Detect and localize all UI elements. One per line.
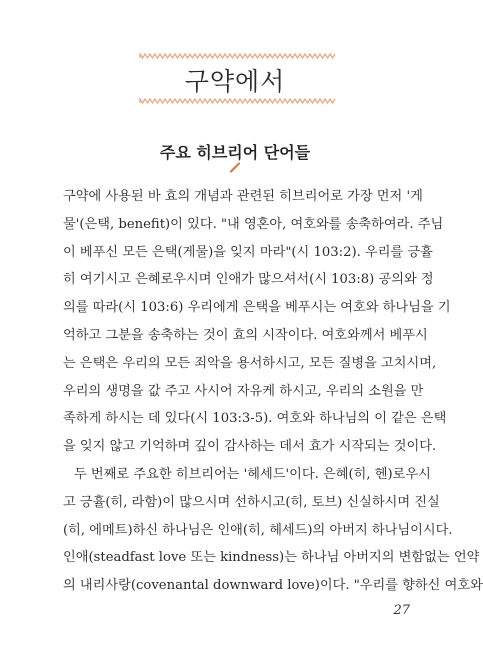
body-line: (히, 에메트)하신 하나님은 인애(히, 헤세드)의 아버지 하나님이시다. xyxy=(63,522,453,538)
body-line: 억하고 그분을 송축하는 것이 효의 시작이다. 여호와께서 베푸시 xyxy=(63,327,428,343)
body-line: 두 번째로 주요한 히브리어는 '헤세드'이다. 은혜(히, 헨)로우시 xyxy=(74,466,431,482)
body-line: 고 긍휼(히, 라함)이 많으시며 선하시고(히, 토브) 신실하시며 진실 xyxy=(63,494,440,510)
body-line: 구약에 사용된 바 효의 개념과 관련된 히브리어로 가장 먼저 '게 xyxy=(63,189,423,204)
body-line: 을 잊지 않고 기억하며 깊이 감사하는 데서 효가 시작되는 것이다. xyxy=(63,439,437,455)
body-line: 이 베푸신 모든 은택(게물)을 잊지 마라"(시 103:2). 우리를 긍휼 xyxy=(63,244,433,260)
accent-slash-icon xyxy=(229,161,241,173)
page-number: 27 xyxy=(393,603,410,618)
body-line: 물'(은택, benefit)이 있다. "내 영혼아, 여호와를 송축하여라. 주님 xyxy=(63,216,444,232)
chapter-title: 구약에서 xyxy=(184,67,286,96)
body-line: 족하게 하시는 데 있다(시 103:3-5). 여호와 하나님의 이 같은 은택 xyxy=(63,411,447,427)
body-line: 는 은택은 우리의 모든 죄악을 용서하시고, 모든 질병을 고치시며, xyxy=(63,355,437,371)
section-title: 주요 히브리어 단어들 xyxy=(159,143,311,162)
body-line: 인애(steadfast love 또는 kindness)는 하나님 아버지의 변함없는 언약 xyxy=(63,550,480,566)
zigzag-path xyxy=(140,54,335,58)
body-line: 의를 따라(시 103:6) 우리에게 은택을 베푸시는 여호와 하나님을 기 xyxy=(63,300,451,316)
decorative-zigzag-top xyxy=(140,52,336,60)
body-paragraphs xyxy=(63,183,483,600)
decorative-zigzag-bottom xyxy=(140,97,336,105)
body-line: 히 여기시고 은혜로우시며 인애가 많으셔서(시 103:8) 공의와 정 xyxy=(63,272,434,288)
body-line: 우리의 생명을 값 주고 사시어 자유케 하시고, 우리의 소원을 만 xyxy=(63,383,424,399)
body-line: 의 내리사랑(covenantal downward love)이다. "우리를 향하신 여호와 xyxy=(63,578,483,594)
zigzag-path xyxy=(140,99,335,103)
